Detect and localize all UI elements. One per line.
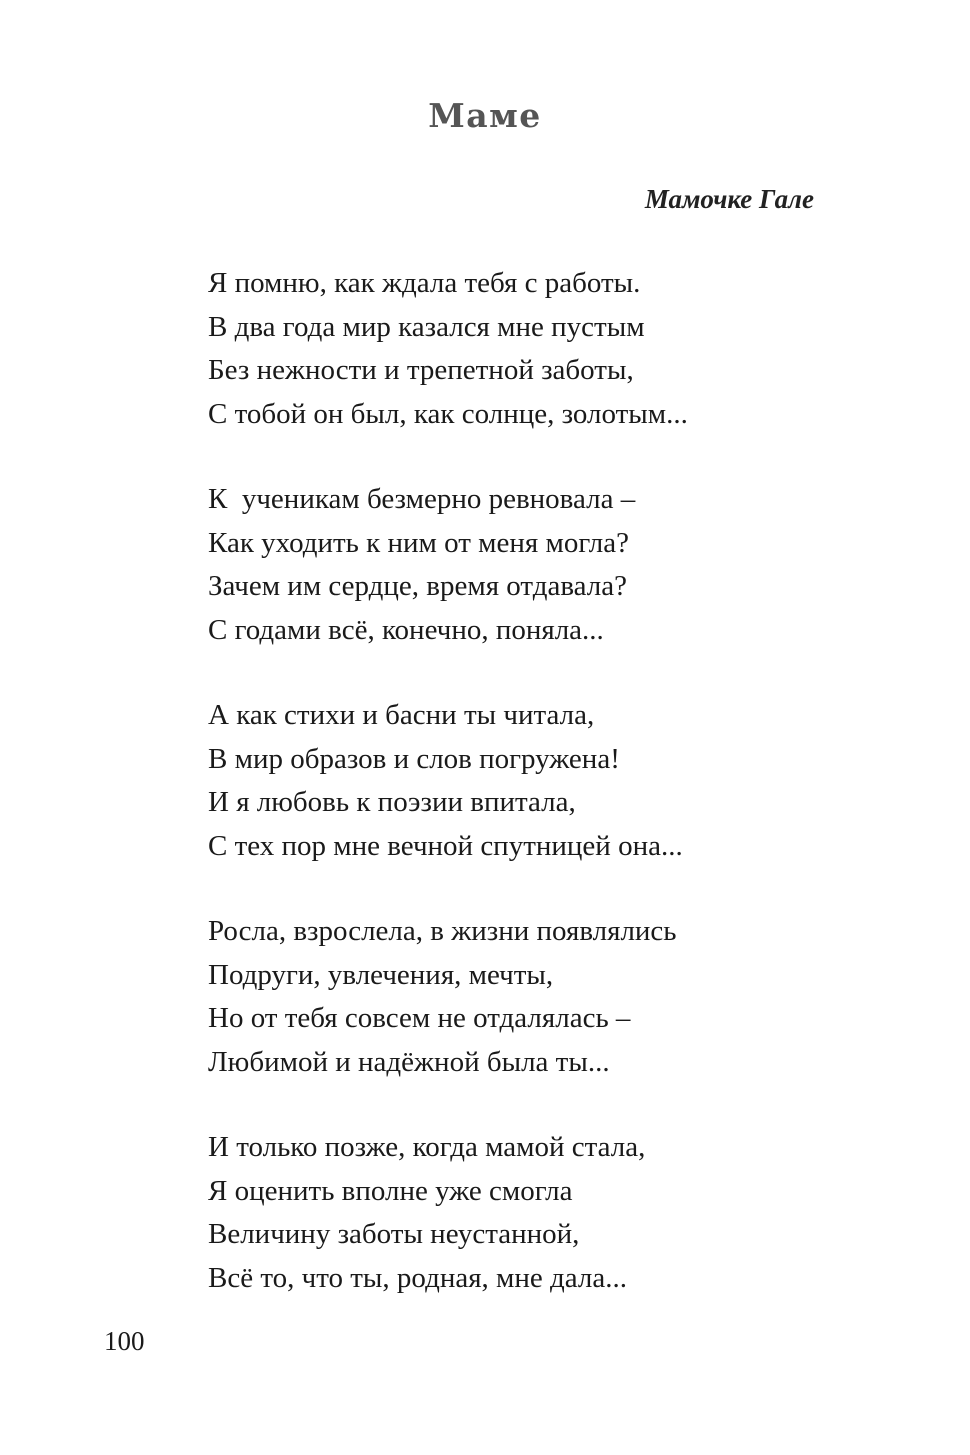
- poem-line: С тобой он был, как солнце, золотым...: [208, 397, 688, 430]
- poem-line: Как уходить к ним от меня могла?: [208, 526, 629, 559]
- poem-line: Любимой и надёжной была ты...: [208, 1045, 610, 1078]
- poem-line: Я оценить вполне уже смогла: [208, 1174, 573, 1207]
- poem-line: К ученикам безмерно ревновала –: [208, 483, 636, 515]
- poem-line: С годами всё, конечно, поняла...: [208, 613, 604, 646]
- poem-line: И я любовь к поэзии впитала,: [208, 786, 576, 818]
- poem-line: В мир образов и слов погружена!: [208, 742, 620, 775]
- poem-line: А как стихи и басни ты читала,: [208, 699, 595, 731]
- page-number: 100: [104, 1326, 145, 1356]
- stanza-4: [208, 910, 908, 1084]
- poem-line: Всё то, что ты, родная, мне дала...: [208, 1261, 628, 1294]
- poem-line: Величину заботы неустанной,: [208, 1218, 580, 1250]
- poem-line: Росла, взрослела, в жизни появлялись: [208, 915, 677, 947]
- stanza-5: [208, 1126, 908, 1300]
- poem-line: Зачем им сердце, время отдавала?: [208, 570, 627, 602]
- poem-line: Но от тебя совсем не отдалялась –: [208, 1002, 631, 1034]
- poem-line: И только позже, когда мамой стала,: [208, 1131, 646, 1163]
- stanza-1: [208, 262, 908, 436]
- stanza-3: [208, 694, 908, 868]
- stanza-2: [208, 478, 908, 652]
- poem-line: Я помню, как ждала тебя с работы.: [208, 267, 641, 299]
- poem-line: Подруги, увлечения, мечты,: [208, 958, 554, 991]
- poem-line: В два года мир казался мне пустым: [208, 310, 645, 343]
- poem-dedication: Мамочке Гале: [644, 184, 814, 214]
- poem-title: Маме: [428, 96, 542, 135]
- poem-line: Без нежности и трепетной заботы,: [208, 354, 634, 386]
- poem-line: С тех пор мне вечной спутницей она...: [208, 829, 683, 862]
- poem-body: [208, 262, 908, 1342]
